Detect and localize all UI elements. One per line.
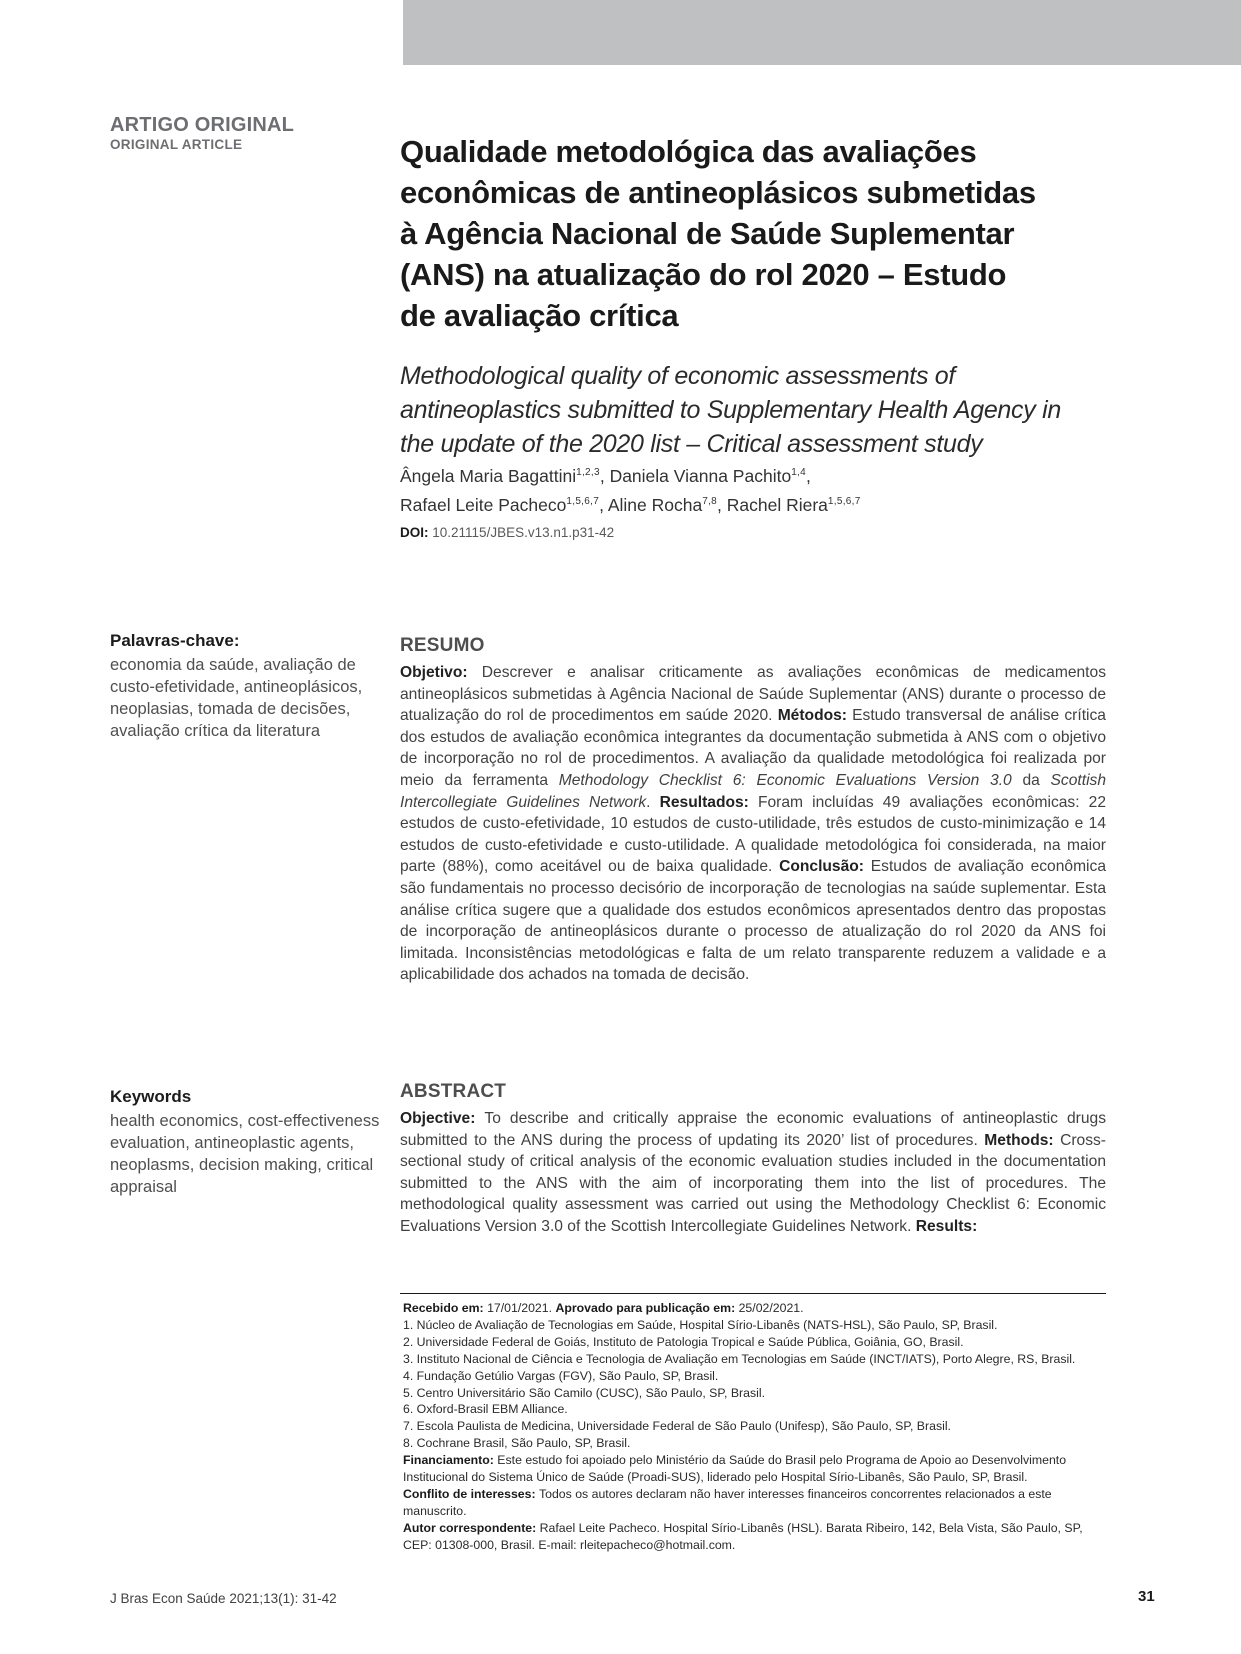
text-segment: da [1011, 771, 1051, 789]
author-affiliation-sup: 1,5,6,7 [566, 495, 600, 507]
author-name: Rachel Riera [726, 494, 828, 515]
doi-value: 10.21115/JBES.v13.n1.p31-42 [432, 525, 615, 540]
resumo-paragraph [400, 662, 1106, 986]
text-segment: 2. Universidade Federal de Goiás, Instituto de Patologia Tropical e Saúde Pública, Goiânia, GO, Brasil. [403, 1334, 964, 1349]
text-segment: Foram incluídas 49 avaliações econômicas: 22 estudos de custo-efetividade, 10 estudos de custo-utilidade, três estudos de custo-minimização e 14 estudos de custo-efetividade e custo-utilidade. A qualidade metodológica foi considerada, na maior parte (88%), como aceitável ou de baixa qualidade. [400, 793, 1107, 876]
journal-citation: J Bras Econ Saúde 2021;13(1): 31-42 [110, 1591, 337, 1606]
corresponding-author-note [403, 1520, 1106, 1554]
text-segment: Conclusão: [779, 858, 871, 876]
text-segment: 25/02/2021. [738, 1301, 804, 1315]
author-name: Aline Rocha [607, 494, 703, 515]
header-gray-bar [403, 0, 1241, 65]
text-segment: 7. Escola Paulista de Medicina, Universidade Federal de São Paulo (Unifesp), São Paulo, SP, Brasil. [403, 1419, 951, 1434]
affiliation-3 [403, 1351, 1106, 1368]
affiliation-1 [403, 1317, 1106, 1334]
affiliation-2 [403, 1334, 1106, 1351]
text-segment: Rafael Leite Pacheco. Hospital Sírio-Libanês (HSL). Barata Ribeiro, 142, Bela Vista, São Paulo, SP, CEP: 01308-000, Brasil. E-mail: rleitepacheco@hotmail.com. [403, 1520, 1083, 1552]
doi-label: DOI: [400, 525, 429, 540]
affiliation-7 [403, 1418, 1106, 1435]
abstract-section [400, 1080, 1106, 1238]
text-segment: Estudo transversal de análise crítica dos estudos de avaliação econômica integrantes da documentação submetida à ANS com o objetivo de incorporação no rol de procedimentos. A avaliação da qualidade metodológica foi realizada por meio da ferramenta [400, 707, 1106, 789]
text-segment: Resultados: [659, 793, 758, 811]
text-segment: 4. Fundação Getúlio Vargas (FGV), São Paulo, SP, Brasil. [403, 1368, 719, 1383]
author-name: Daniela Vianna Pachito [609, 465, 792, 486]
text-segment: Autor correspondente: [403, 1520, 540, 1535]
text-segment: 8. Cochrane Brasil, São Paulo, SP, Brasil. [403, 1436, 631, 1451]
text-segment: Objective: [400, 1110, 485, 1127]
page-number: 31 [1138, 1588, 1155, 1605]
abstract-heading: ABSTRACT [400, 1081, 507, 1102]
text-segment: Este estudo foi apoiado pelo Ministério da Saúde do Brasil pelo Programa de Apoio ao Desenvolvimento Institucional do Sistema Único de Saúde (Proadi-SUS), liderado pelo Hospital Sírio-Libanês, São Paulo, SP, Brasil. [403, 1453, 1067, 1485]
article-type-kicker [110, 114, 294, 153]
affiliation-5 [403, 1385, 1106, 1402]
text-segment: 1. Núcleo de Avaliação de Tecnologias em Saúde, Hospital Sírio-Libanês (NATS-HSL), São Paulo, SP, Brasil. [403, 1317, 998, 1332]
funding-note [403, 1452, 1106, 1486]
doi-line [400, 524, 614, 541]
article-type-en: ORIGINAL ARTICLE [110, 137, 243, 152]
text-segment: Cross-sectional study of critical analysis of the economic evaluation studies included in the documentation submitted to the ANS with the aim of incorporating them into the list of procedures. The methodological quality assessment was carried out using the Methodology Checklist 6: Economic Evaluations Version 3.0 of the Scottish Intercollegiate Guidelines Network. [400, 1131, 1106, 1235]
keywords-en-text: health economics, cost-effectiveness evaluation, antineoplastic agents, neoplasms, decision making, critical appraisal [110, 1112, 380, 1196]
footnote-received-line [403, 1300, 1106, 1317]
text-segment: Métodos: [777, 707, 853, 725]
text-segment: Scottish Intercollegiate Guidelines Network [400, 771, 1107, 811]
footnotes-divider [400, 1293, 1106, 1294]
author-affiliation-sup: 7,8 [702, 495, 718, 507]
affiliation-6 [403, 1401, 1106, 1418]
affiliation-8 [403, 1435, 1106, 1452]
author-affiliation-sup: 1,2,3 [576, 467, 600, 478]
text-segment: . [646, 793, 660, 811]
author-separator: , [599, 465, 610, 486]
author-name: Ângela Maria Bagattini [400, 465, 577, 486]
conflict-of-interest-note [403, 1486, 1106, 1520]
article-type-pt: ARTIGO ORIGINAL [110, 114, 295, 136]
authors-line-1 [400, 460, 1100, 489]
authors-line-2 [400, 489, 1100, 518]
text-segment: Recebido em: [403, 1301, 488, 1315]
text-segment: Methodology Checklist 6: Economic Evaluations Version 3.0 [558, 771, 1012, 789]
text-segment: Results: [915, 1217, 978, 1235]
author-name: Rafael Leite Pacheco [400, 494, 567, 515]
text-segment: Methods: [984, 1131, 1061, 1149]
text-segment: 17/01/2021. [487, 1301, 556, 1315]
text-segment: Descrever e analisar criticamente as avaliações econômicas de medicamentos antineoplásicos submetidas à Agência Nacional de Saúde Suplementar (ANS) durante o processo de atualização do rol de procedimentos em saúde 2020. [400, 664, 1106, 725]
text-segment: Estudos de avaliação econômica são fundamentais no processo decisório de incorporação de tecnologias na saúde suplementar. Esta análise crítica sugere que a qualidade dos estudos econômicos apresentados dentro das propostas de incorporação de antineoplásicos durante o processo de atualização do rol 2020 da ANS foi limitada. Inconsistências metodológicas e falta de um relato transparente reduzem a validade e a aplicabilidade dos achados na tomada de decisão. [400, 858, 1106, 984]
text-segment: Financiamento: [403, 1453, 498, 1468]
keywords-en-heading: Keywords [110, 1087, 192, 1106]
text-segment: Objetivo: [400, 664, 482, 681]
keywords-pt-heading: Palavras-chave: [110, 631, 240, 650]
text-segment: 6. Oxford-Brasil EBM Alliance. [403, 1402, 568, 1417]
article-title-en: Methodological quality of economic assessments of antineoplastics submitted to Supplementary Health Agency in the update of the 2020 list – Critical assessment study [400, 361, 1061, 458]
author-affiliation-sup: 1,5,6,7 [827, 495, 861, 507]
abstract-paragraph [400, 1108, 1106, 1238]
resumo-heading: RESUMO [400, 635, 485, 656]
author-separator: , [806, 465, 811, 486]
authors-list [400, 460, 1100, 518]
resumo-section [400, 634, 1106, 986]
footnotes-block [403, 1300, 1106, 1554]
keywords-pt-text: economia da saúde, avaliação de custo-efetividade, antineoplásicos, neoplasias, tomada de decisões, avaliação crítica da literatura [110, 656, 363, 740]
affiliation-4 [403, 1368, 1106, 1385]
text-segment: To describe and critically appraise the economic evaluations of antineoplastic drugs submitted to the ANS during the process of updating its 2020’ list of procedures. [400, 1110, 1106, 1149]
text-segment: 5. Centro Universitário São Camilo (CUSC), São Paulo, SP, Brasil. [403, 1385, 765, 1400]
text-segment: Aprovado para publicação em: [555, 1301, 739, 1315]
author-separator: , [717, 494, 727, 515]
author-affiliation-sup: 1,4 [791, 467, 806, 478]
text-segment: Conflito de interesses: [403, 1486, 539, 1501]
text-segment: 3. Instituto Nacional de Ciência e Tecnologia de Avaliação em Tecnologias em Saúde (INCT/IATS), Porto Alegre, RS, Brasil. [403, 1351, 1076, 1366]
author-separator: , [599, 494, 608, 515]
keywords-pt-block [110, 630, 388, 742]
article-title-pt: Qualidade metodológica das avaliações econômicas de antineoplásicos submetidas à Agência Nacional de Saúde Suplementar (ANS) na atualização do rol 2020 – Estudo de avaliação crítica [400, 133, 1036, 333]
text-segment: Todos os autores declaram não haver interesses financeiros concorrentes relacionados a este manuscrito. [403, 1486, 1052, 1518]
keywords-en-block [110, 1086, 388, 1198]
